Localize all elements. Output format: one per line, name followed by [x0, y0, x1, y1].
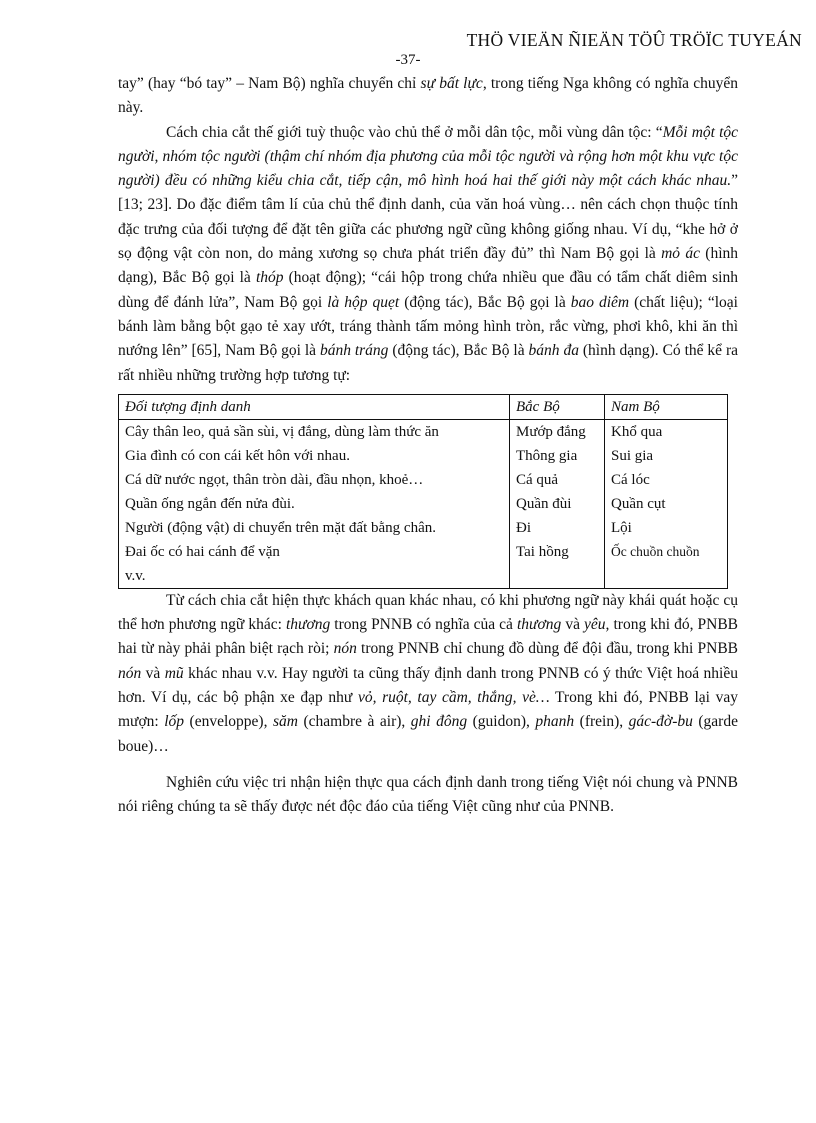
table-header-row — [119, 394, 728, 419]
table-row: Cá dữ nước ngọt, thân tròn dài, đầu nhọn, khoẻ… Cá quả Cá lóc — [119, 468, 728, 492]
paragraph-1: tay” (hay “bó tay” – Nam Bộ) nghĩa chuyển chỉ sự bất lực, trong tiếng Nga không có nghĩa chuyển này. — [118, 75, 738, 117]
table-row: Người (động vật) di chuyển trên mặt đất bằng chân. Đi Lội — [119, 516, 728, 540]
table-row: Cây thân leo, quả sần sùi, vị đắng, dùng làm thức ăn Mướp đắng Khổ qua — [119, 419, 728, 444]
header-nam-bo: Nam Bộ — [605, 394, 728, 419]
paragraph-2: Cách chia cắt thế giới tuỳ thuộc vào chủ thể ở mỗi dân tộc, mỗi vùng dân tộc: “Mỗi một tộc người, nhóm tộc người (thậm chí nhóm địa phương của mỗi tộc người và rộng hơn một khu vực tộc người) đều có những kiểu chia cắt, tiếp cận, mô hình hoá hai thế giới này một cách khác nhau.” [13; 23]. Do đặc điểm tâm lí của chủ thể định danh, của văn hoá vùng… nên cách chọn thuộc tính đặc trưng của đối tượng để đặt tên giữa các phương ngữ cũng không giống nhau. Ví dụ, “khe hở ở sọ động vật còn non, do mảng xương sọ chưa phát triển đầy đủ” thì Nam Bộ gọi là mỏ ác (hình dạng), Bắc Bộ gọi là thóp (hoạt động); “cái hộp trong chứa nhiều que đầu có tẩm chất diêm sinh dùng để đánh lửa”, Nam Bộ gọi là hộp quẹt (động tác), Bắc Bộ gọi là bao diêm (chất liệu); “loại bánh làm bằng bột gạo tẻ xay ướt, tráng thành tấm mỏng hình tròn, rắc vừng, phơi khô, khi ăn thì nướng lên” [65], Nam Bộ gọi là bánh tráng (động tác), Bắc Bộ là bánh đa (hình dạng). Có thể kể ra rất nhiều những trường hợp tương tự: — [118, 123, 739, 384]
table-row: Quần ống ngắn đến nửa đùi. Quần đùi Quần cụt — [119, 492, 728, 516]
paragraph-3: Từ cách chia cắt hiện thực khách quan khác nhau, có khi phương ngữ này khái quát hoặc cụ thể hơn phương ngữ khác: thương trong PNNB có nghĩa của cả thương và yêu, trong khi đó, PNBB hai từ này phải phân biệt rạch ròi; nón trong PNNB chỉ chung đồ dùng để đội đầu, trong khi PNBB nón và mũ khác nhau v.v. Hay người ta cũng thấy định danh trong PNNB có ý thức Việt hoá nhiều hơn. Ví dụ, các bộ phận xe đạp như vỏ, ruột, tay cầm, thắng, vè… Trong khi đó, PNBB lại vay mượn: lốp (enveloppe), săm (chambre à air), ghi đông (guidon), phanh (frein), gác-đờ-bu (garde boue)… — [118, 591, 739, 755]
table-row: Đai ốc có hai cánh để vặn Tai hồng Ốc chuồn chuồn — [119, 540, 728, 564]
library-header: THÖ VIEÄN ÑIEÄN TÖÛ TRÖÏC TUYEÁN — [466, 30, 802, 50]
document-body — [118, 72, 738, 820]
table-row: Gia đình có con cái kết hôn với nhau. Thông gia Sui gia — [119, 444, 728, 468]
paragraph-4: Nghiên cứu việc tri nhận hiện thực qua cách định danh trong tiếng Việt nói chung và PNNB nói riêng chúng ta sẽ thấy được nét độc đáo của tiếng Việt cũng như của PNNB. — [118, 773, 738, 816]
header-bac-bo: Bắc Bộ — [510, 394, 605, 419]
header-object: Đối tượng định danh — [119, 394, 510, 419]
naming-comparison-table — [118, 394, 728, 589]
table-row: v.v. — [119, 564, 728, 589]
page-number: -37- — [395, 52, 421, 68]
